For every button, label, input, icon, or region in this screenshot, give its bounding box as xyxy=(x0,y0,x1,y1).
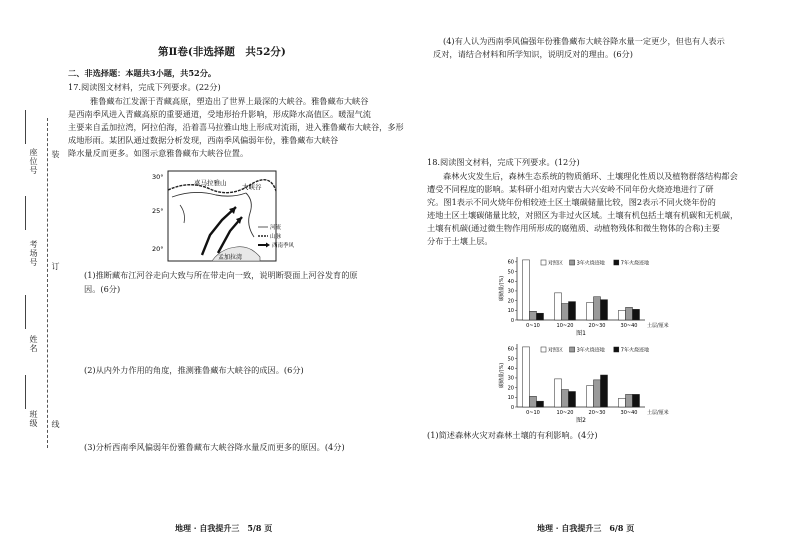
q17-sub4-line: (4)有人认为西南季风偏强年份雅鲁藏布大峡谷降水量一定更少，但也有人表示 xyxy=(443,36,725,46)
field-class: 班级 xyxy=(29,410,38,428)
room-number-blank[interactable] xyxy=(25,196,26,230)
binding-dashed-line xyxy=(47,118,48,448)
legend-swatch xyxy=(541,260,546,265)
q18-material-line: 遭受不同程度的影响。某科研小组对内蒙古大兴安岭不同年份火烧迹地进行了研 xyxy=(427,184,714,194)
q17-sub3: (3)分析西南季风偏弱年份雅鲁藏布大峡谷降水量反而更多的原因。(4分) xyxy=(84,442,345,452)
legend-swatch xyxy=(570,260,575,265)
q17-material-line: 成地形雨。某团队通过数据分析发现，西南季风偏弱年份，雅鲁藏布大峡谷 xyxy=(68,135,339,145)
legend-swatch xyxy=(614,260,619,265)
q18-material-line: 森林火灾发生后，森林生态系统的物质循环、土壤理化性质以及植物群落结构都会 xyxy=(443,171,738,181)
mark-zhuang: 装 xyxy=(51,150,60,158)
bar xyxy=(633,394,640,407)
legend-mountain: 山脉 xyxy=(270,234,282,240)
q18-stem: 18.阅读图文材料，完成下列要求。(12分) xyxy=(427,157,580,167)
bar xyxy=(601,300,608,320)
map-label-gorge: 大峡谷 xyxy=(242,183,262,191)
y-tick-label: 0 xyxy=(510,404,514,411)
x-axis-label: 土层/厘米 xyxy=(647,410,669,416)
y-tick-label: 10 xyxy=(507,308,514,315)
gorge-location-map xyxy=(150,165,310,265)
map-label-bay: 孟加拉湾 xyxy=(218,254,243,261)
bar xyxy=(555,293,562,320)
y-tick-label: 0 xyxy=(510,317,514,324)
bar xyxy=(555,379,562,407)
y-tick-label: 50 xyxy=(507,269,514,276)
x-tick-label: 10~20 xyxy=(556,410,574,416)
bar xyxy=(619,310,626,320)
y-tick-label: 60 xyxy=(507,346,514,353)
seat-number-blank[interactable] xyxy=(25,110,26,144)
name-blank[interactable] xyxy=(25,295,26,329)
lat-label-20: 20° xyxy=(152,245,164,253)
q17-sub2: (2)从内外力作用的角度，推测雅鲁藏布大峡谷的成因。(6分) xyxy=(84,365,304,375)
x-axis-label: 土层/厘米 xyxy=(647,323,669,329)
map-label-mountains: 喜马拉雅山 xyxy=(194,179,227,187)
x-tick-label: 20~30 xyxy=(588,323,606,329)
x-tick-label: 10~20 xyxy=(556,323,574,329)
soil-carbon-chart-2 xyxy=(497,340,687,425)
x-tick-label: 30~40 xyxy=(620,323,638,329)
legend-label: 3年火烧迹地 xyxy=(576,347,605,354)
q17-sub4-line: 反对，请结合材料和所学知识，说明反对的理由。(6分) xyxy=(433,49,633,59)
legend-river: 河流 xyxy=(270,225,282,231)
bar xyxy=(594,297,601,320)
q18-material-line: 土壤有机碳(通过微生物作用所形成的腐殖质、动植物残体和微生物体的合称)主要 xyxy=(427,223,720,233)
y-tick-label: 60 xyxy=(507,259,514,266)
bar xyxy=(569,302,576,320)
bar xyxy=(594,380,601,407)
bar xyxy=(530,396,537,407)
lat-label-25: 25° xyxy=(152,207,164,215)
legend-label: 7年火烧迹地 xyxy=(620,347,649,354)
soil-carbon-chart-1 xyxy=(497,253,687,338)
q17-material-line: 雅鲁藏布江发源于青藏高原，塑造出了世界上最深的大峡谷。雅鲁藏布大峡谷 xyxy=(90,96,369,106)
class-blank[interactable] xyxy=(25,375,26,409)
y-tick-label: 40 xyxy=(507,279,514,286)
bar xyxy=(626,394,633,407)
field-room-number: 考场号 xyxy=(29,240,38,267)
legend-swatch xyxy=(570,347,575,352)
q17-sub1-line: (1)推断藏布江河谷走向大致与所在带走向一致，说明断裂面上河谷发育的原 xyxy=(84,270,358,280)
q17-material-line: 是西南季风进入青藏高原的重要通道，受地形抬升影响，形成降水高值区。暖湿气流 xyxy=(68,109,371,119)
bar xyxy=(562,304,569,320)
lat-label-30: 30° xyxy=(152,173,164,181)
bar xyxy=(537,401,544,407)
y-tick-label: 10 xyxy=(507,395,514,402)
q17-sub1-line: 因。(6分) xyxy=(84,284,121,294)
x-tick-label: 20~30 xyxy=(588,410,606,416)
legend-swatch xyxy=(541,347,546,352)
bar xyxy=(626,307,633,320)
q17-material-line: 降水量反而更多。如图示意雅鲁藏布大峡谷位置。 xyxy=(68,148,249,158)
bar xyxy=(523,260,530,320)
bar xyxy=(633,309,640,320)
bar xyxy=(523,347,530,407)
bar xyxy=(587,386,594,407)
bar xyxy=(537,313,544,320)
figure-title: 图2 xyxy=(576,417,586,424)
section-heading: 二、非选择题：本题共3小题，共52分。 xyxy=(68,68,217,78)
q17-material-line: 主要来自孟加拉湾，阿拉伯海，沿着喜马拉雅山地上形成对流雨，进入雅鲁藏布大峡谷，多形 xyxy=(68,122,404,132)
bar xyxy=(601,375,608,407)
y-tick-label: 30 xyxy=(507,375,514,382)
y-tick-label: 50 xyxy=(507,356,514,363)
legend-label: 对照区 xyxy=(548,347,564,354)
field-seat-number: 座位号 xyxy=(29,148,38,175)
part-title: 第Ⅱ卷(非选择题 共52分) xyxy=(158,46,286,58)
bar xyxy=(587,303,594,320)
bar xyxy=(569,391,576,407)
y-tick-label: 20 xyxy=(507,298,514,305)
y-axis-label: 碳储量/(%) xyxy=(499,362,505,389)
mark-ding: 订 xyxy=(51,262,60,270)
q17-stem: 17.阅读图文材料，完成下列要求。(22分) xyxy=(68,82,221,92)
q18-sub1: (1)简述森林火灾对森林土壤的有利影响。(4分) xyxy=(427,430,598,440)
right-page xyxy=(397,0,794,550)
figure-title: 图1 xyxy=(576,330,586,337)
binding-margin xyxy=(0,0,70,550)
x-tick-label: 30~40 xyxy=(620,410,638,416)
y-tick-label: 40 xyxy=(507,366,514,373)
field-name: 姓名 xyxy=(29,335,38,353)
legend-monsoon: 西南季风 xyxy=(272,243,295,249)
legend-swatch xyxy=(614,347,619,352)
x-tick-label: 0~10 xyxy=(526,410,540,416)
page-footer-left: 地理 · 自我提升三 5/8 页 xyxy=(175,523,273,533)
legend-label: 对照区 xyxy=(548,260,564,267)
legend-label: 7年火烧迹地 xyxy=(620,260,649,267)
q18-material-line: 迹地土区土壤碳储量比较，对照区为非过火区域。土壤有机包括土壤有机碳和无机碳， xyxy=(427,210,739,220)
bar xyxy=(562,390,569,407)
legend-label: 3年火烧迹地 xyxy=(576,260,605,267)
y-tick-label: 20 xyxy=(507,385,514,392)
page-footer-right: 地理 · 自我提升三 6/8 页 xyxy=(537,523,635,533)
y-tick-label: 30 xyxy=(507,288,514,295)
q18-material-line: 究。图1表示不同火烧年份相较迹土区土壤碳储量比较，图2表示不同火烧年份的 xyxy=(427,197,716,207)
y-axis-label: 碳储量/(%) xyxy=(499,275,505,302)
q18-material-line: 分布于土壤上层。 xyxy=(427,236,493,246)
bar xyxy=(619,398,626,407)
bar xyxy=(530,311,537,320)
mark-xian: 线 xyxy=(51,420,60,428)
x-tick-label: 0~10 xyxy=(526,323,540,329)
